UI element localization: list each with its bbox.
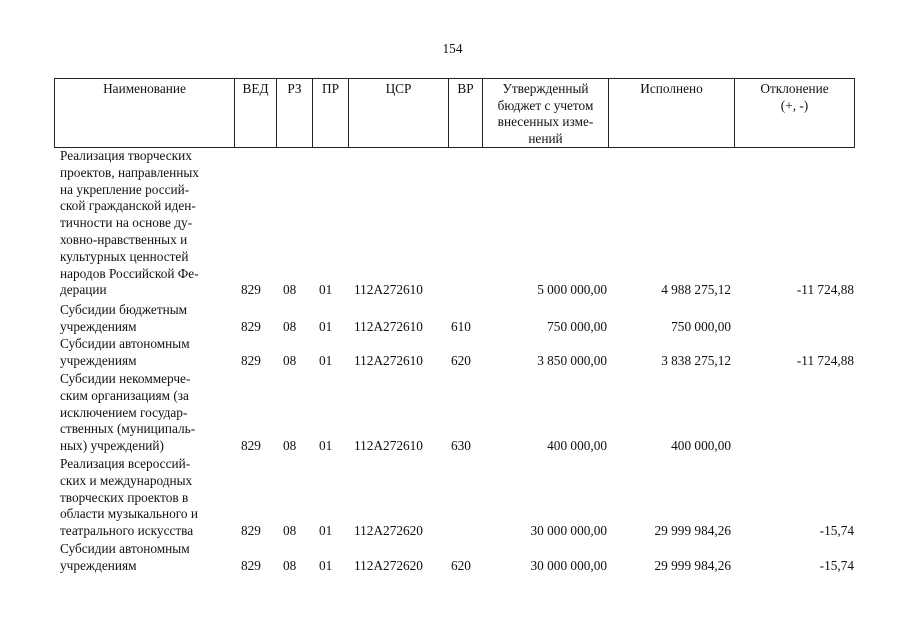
row-rz: 08 (283, 523, 297, 538)
row-vr: 610 (451, 319, 471, 334)
row-rz: 08 (283, 438, 297, 453)
row-rz: 08 (283, 353, 297, 368)
row-pr: 01 (319, 523, 333, 538)
row-csr: 112A272610 (354, 282, 423, 297)
header-csr: ЦСР (349, 79, 449, 148)
row-name: Субсидии некоммерче- ским организациям (за исключением государ- ственных (муниципаль- ных) учреждений) (60, 371, 196, 454)
row-ved: 829 (241, 319, 261, 334)
row-name: Субсидии автономным учреждениям (60, 336, 190, 368)
header-executed: Исполнено (609, 79, 735, 148)
page-number: 154 (442, 41, 463, 56)
row-rz: 08 (283, 319, 297, 334)
header-budget: Утвержденный бюджет с учетом внесенных изме- нений (483, 79, 609, 148)
table-header (54, 78, 855, 148)
row-executed: 4 988 275,12 (661, 282, 731, 297)
header-name: Наименование (55, 79, 235, 148)
row-name: Субсидии бюджетным учреждениям (60, 302, 188, 334)
row-pr: 01 (319, 319, 333, 334)
header-rz: РЗ (277, 79, 313, 148)
row-budget: 5 000 000,00 (537, 282, 607, 297)
row-pr: 01 (319, 438, 333, 453)
row-name: Реализация всероссий- ских и международных творческих проектов в области музыкального и театрального искусства (60, 456, 198, 539)
header-ved: ВЕД (235, 79, 277, 148)
row-csr: 112A272610 (354, 438, 423, 453)
row-csr: 112A272610 (354, 319, 423, 334)
row-ved: 829 (241, 438, 261, 453)
row-deviation: -11 724,88 (796, 282, 854, 297)
row-budget: 400 000,00 (547, 438, 607, 453)
row-deviation: -11 724,88 (796, 353, 854, 368)
row-name: Реализация творческих проектов, направленных на укрепление россий- ской гражданской иден- тичности на основе ду- ховно-нравственных и культурных ценностей народов Российской Фе- дерации (60, 148, 199, 298)
row-executed: 29 999 984,26 (654, 523, 731, 538)
row-pr: 01 (319, 353, 333, 368)
row-csr: 112A272620 (354, 558, 423, 573)
row-ved: 829 (241, 523, 261, 538)
row-ved: 829 (241, 558, 261, 573)
row-deviation: -15,74 (819, 558, 854, 573)
row-executed: 29 999 984,26 (654, 558, 731, 573)
row-csr: 112A272610 (354, 353, 423, 368)
header-pr: ПР (313, 79, 349, 148)
row-pr: 01 (319, 558, 333, 573)
row-rz: 08 (283, 282, 297, 297)
row-ved: 829 (241, 353, 261, 368)
row-budget: 30 000 000,00 (530, 558, 607, 573)
row-executed: 3 838 275,12 (661, 353, 731, 368)
row-name: Субсидии автономным учреждениям (60, 541, 190, 573)
row-vr: 630 (451, 438, 471, 453)
header-deviation: Отклонение (+, -) (735, 79, 855, 148)
row-deviation: -15,74 (819, 523, 854, 538)
row-vr: 620 (451, 353, 471, 368)
row-vr: 620 (451, 558, 471, 573)
row-rz: 08 (283, 558, 297, 573)
row-executed: 400 000,00 (671, 438, 731, 453)
row-csr: 112A272620 (354, 523, 423, 538)
row-budget: 3 850 000,00 (537, 353, 607, 368)
row-ved: 829 (241, 282, 261, 297)
row-pr: 01 (319, 282, 333, 297)
row-executed: 750 000,00 (671, 319, 731, 334)
row-budget: 750 000,00 (547, 319, 607, 334)
header-vr: ВР (449, 79, 483, 148)
row-budget: 30 000 000,00 (530, 523, 607, 538)
